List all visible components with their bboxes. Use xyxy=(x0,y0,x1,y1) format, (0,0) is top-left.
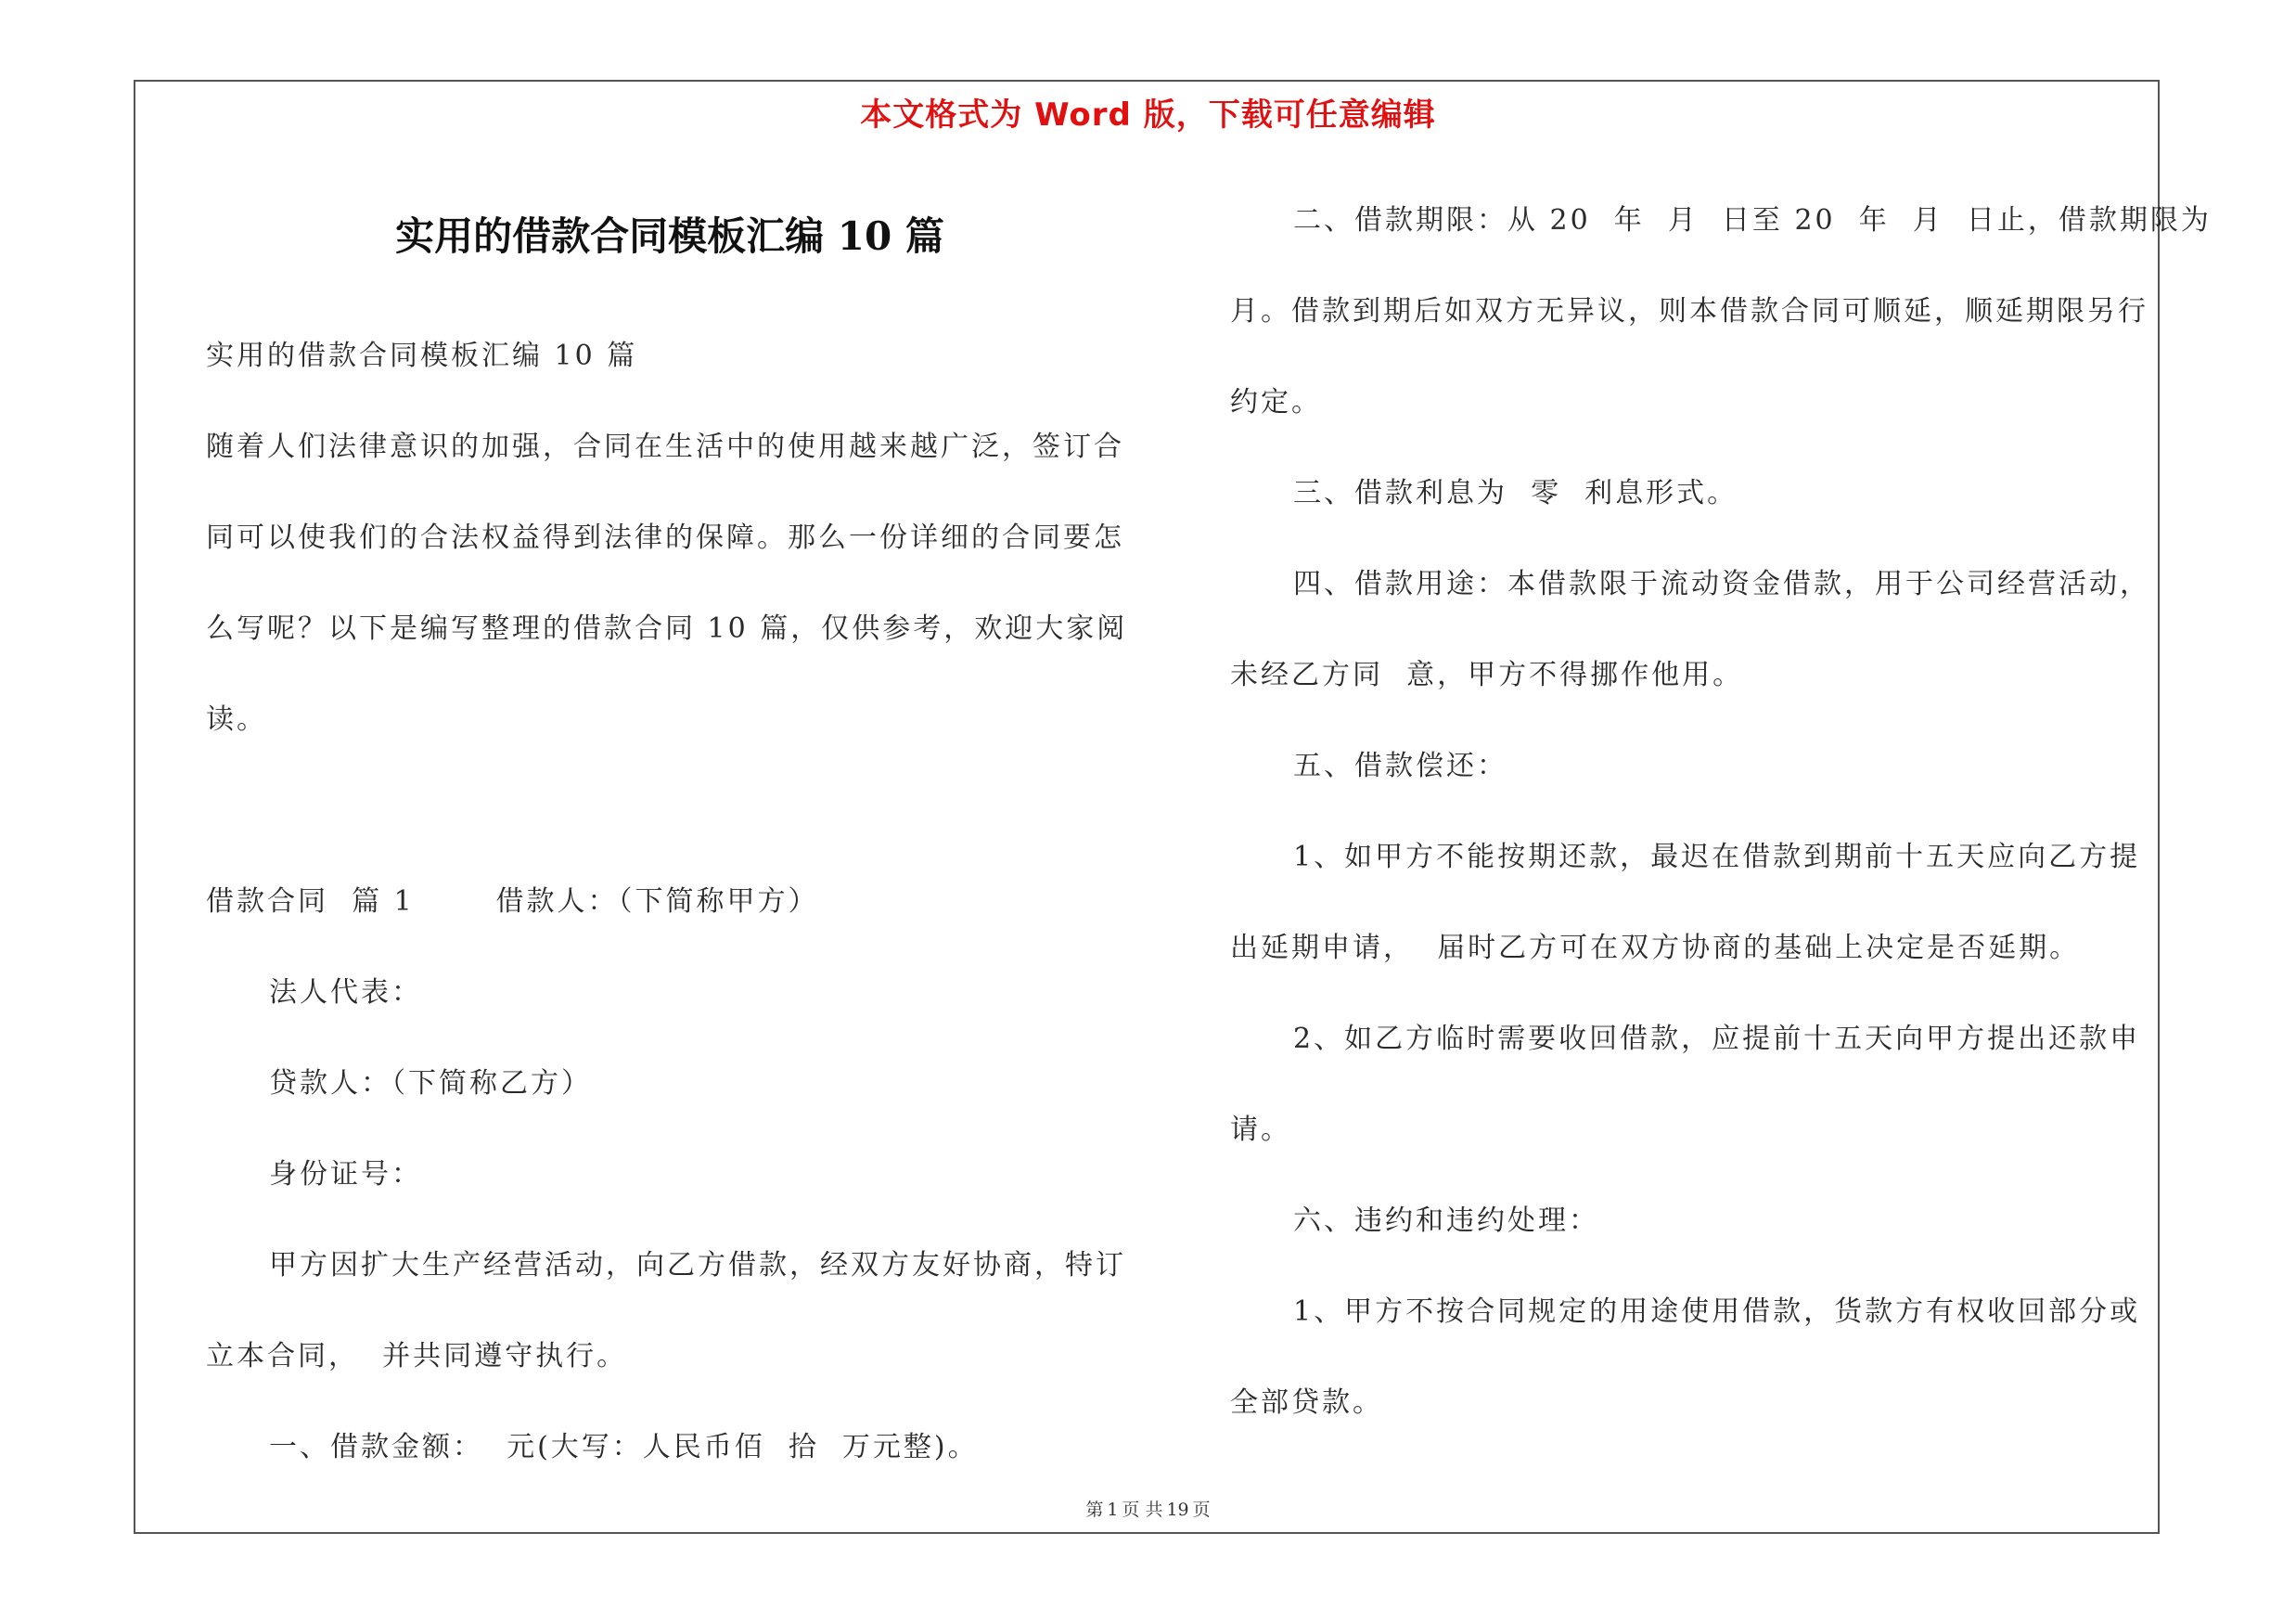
repayment-item-2-line-1: 2、如乙方临时需要收回借款，应提前十五天向甲方提出还款申 xyxy=(1293,1023,2141,1055)
clause-term-line-1: 二、借款期限：从 20 年 月 日至 20 年 月 日止，借款期限为 xyxy=(1293,204,2212,237)
footer-middle: 页 共 xyxy=(1122,1500,1163,1520)
format-banner: 本文格式为 Word 版，下载可任意编辑 xyxy=(860,97,1436,134)
repayment-item-1-line-1: 1、如甲方不能按期还款，最迟在借款到期前十五天应向乙方提 xyxy=(1293,841,2141,873)
intro-line-4: 读。 xyxy=(206,703,267,736)
breach-item-1-line-2: 全部贷款。 xyxy=(1230,1386,1383,1419)
repayment-item-2-line-2: 请。 xyxy=(1230,1114,1291,1146)
page-footer xyxy=(0,1496,2296,1521)
clause-interest-line: 三、借款利息为 零 利息形式。 xyxy=(1293,477,1738,509)
legal-rep-line: 法人代表： xyxy=(269,976,422,1009)
intro-line-2: 同可以使我们的合法权益得到法律的保障。那么一份详细的合同要怎 xyxy=(206,522,1124,554)
lender-line: 贷款人：（下简称乙方） xyxy=(269,1067,592,1100)
breach-item-1-line-1: 1、甲方不按合同规定的用途使用借款，货款方有权收回部分或 xyxy=(1293,1295,2141,1328)
repayment-item-1-line-2: 出延期申请， 届时乙方可在双方协商的基础上决定是否延期。 xyxy=(1230,932,2081,964)
clause-purpose-line-2: 未经乙方同 意，甲方不得挪作他用。 xyxy=(1230,659,1744,691)
footer-total-pages: 19 xyxy=(1166,1500,1189,1520)
subtitle-line: 实用的借款合同模板汇编 10 篇 xyxy=(206,340,638,372)
footer-prefix: 第 xyxy=(1085,1500,1104,1520)
clause-breach-heading: 六、违约和违约处理： xyxy=(1293,1204,1599,1237)
intro-line-3: 么写呢？以下是编写整理的借款合同 10 篇，仅供参考，欢迎大家阅 xyxy=(206,612,1128,645)
footer-suffix: 页 xyxy=(1192,1500,1211,1520)
document-title: 实用的借款合同模板汇编 10 篇 xyxy=(395,213,944,259)
contract-heading: 借款合同 篇 1 借款人：（下简称甲方） xyxy=(206,885,819,918)
clause-term-line-3: 约定。 xyxy=(1230,386,1322,419)
intro-line-1: 随着人们法律意识的加强，合同在生活中的使用越来越广泛，签订合 xyxy=(206,431,1124,463)
preamble-line-1: 甲方因扩大生产经营活动，向乙方借款，经双方友好协商，特订 xyxy=(269,1249,1126,1282)
clause-amount-line: 一、借款金额： 元(大写：人民币佰 拾 万元整)。 xyxy=(269,1431,979,1463)
clause-purpose-line-1: 四、借款用途：本借款限于流动资金借款，用于公司经营活动， xyxy=(1293,568,2150,600)
clause-term-line-2: 月。借款到期后如双方无异议，则本借款合同可顺延，顺延期限另行 xyxy=(1230,295,2148,328)
clause-repayment-heading: 五、借款偿还： xyxy=(1293,750,1507,782)
footer-page-number: 1 xyxy=(1107,1500,1119,1520)
id-number-line: 身份证号： xyxy=(269,1158,422,1191)
preamble-line-2: 立本合同， 并共同遵守执行。 xyxy=(206,1340,628,1372)
